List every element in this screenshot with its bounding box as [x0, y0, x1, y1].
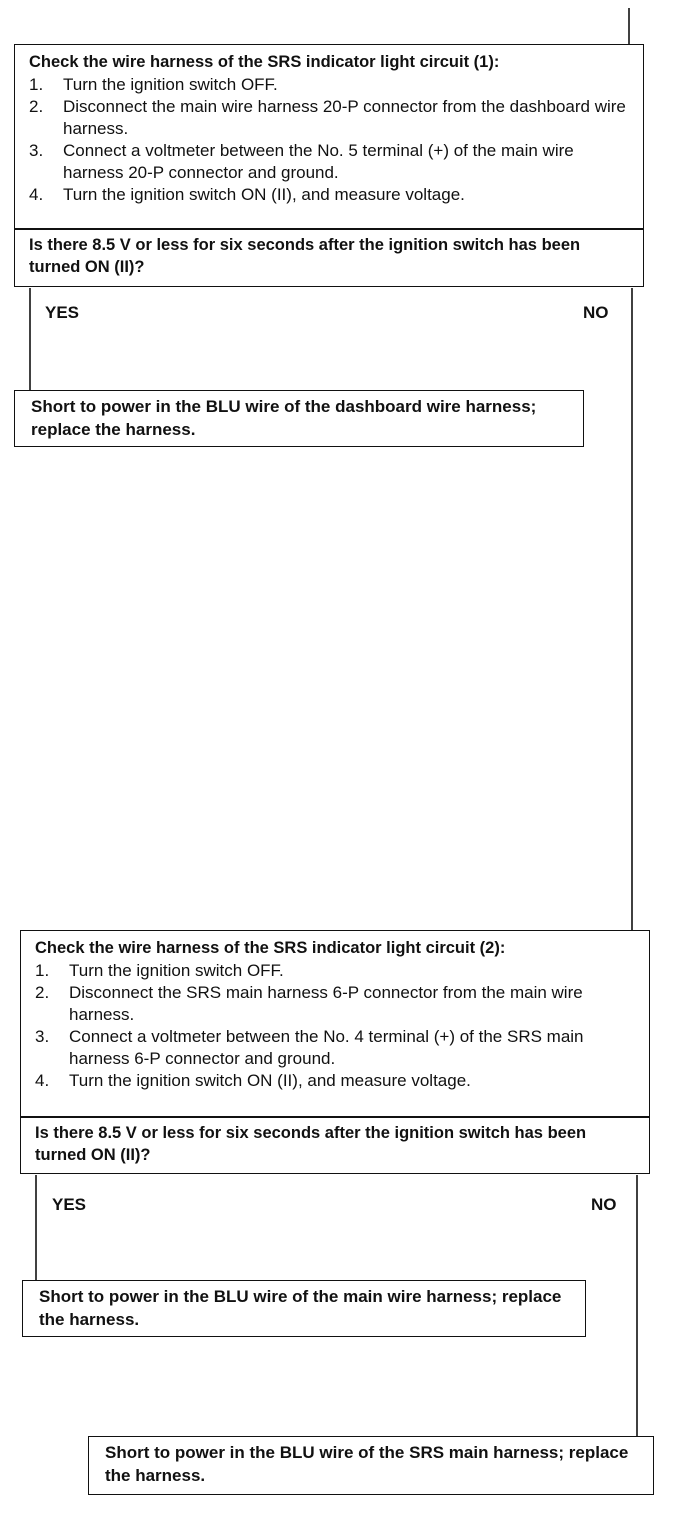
check1-no-label: NO: [583, 303, 609, 322]
check1-yes-label: YES: [45, 303, 80, 322]
check2-question-box: Is there 8.5 V or less for six seconds after the ignition switch has been turned ON (II)?: [20, 1117, 650, 1174]
check2-procedure-box: [20, 930, 650, 1117]
check2-step: 3. Connect a voltmeter between the No. 4 terminal (+) of the SRS main harness 6-P connector and ground.: [35, 1027, 584, 1068]
check1-question-box: Is there 8.5 V or less for six seconds after the ignition switch has been turned ON (II)?: [14, 229, 644, 287]
check1-step: 1. Turn the ignition switch OFF.: [29, 75, 278, 94]
check2-step: 2. Disconnect the SRS main harness 6-P connector from the main wire harness.: [35, 983, 583, 1024]
check2-step-list: [35, 960, 639, 1092]
check2-yes-label: YES: [52, 1195, 87, 1214]
check2-step: 1. Turn the ignition switch OFF.: [35, 961, 284, 980]
check2-yes-result-box: Short to power in the BLU wire of the main wire harness; replace the harness.: [22, 1280, 586, 1337]
check1-step-list: [29, 74, 633, 206]
check2-no-result-box: Short to power in the BLU wire of the SRS main harness; replace the harness.: [88, 1436, 654, 1495]
check2-title: Check the wire harness of the SRS indicator light circuit (2):: [35, 939, 506, 957]
check1-step: 3. Connect a voltmeter between the No. 5 terminal (+) of the main wire harness 20-P connector and ground.: [29, 141, 574, 182]
check1-procedure-box: [14, 44, 644, 229]
check1-title: Check the wire harness of the SRS indicator light circuit (1):: [29, 53, 500, 71]
check2-step: 4. Turn the ignition switch ON (II), and measure voltage.: [35, 1071, 471, 1090]
check1-step: 2. Disconnect the main wire harness 20-P connector from the dashboard wire harness.: [29, 97, 626, 138]
check2-no-label: NO: [591, 1195, 617, 1214]
check1-step: 4. Turn the ignition switch ON (II), and measure voltage.: [29, 185, 465, 204]
check1-yes-result-box: Short to power in the BLU wire of the dashboard wire harness; replace the harness.: [14, 390, 584, 447]
